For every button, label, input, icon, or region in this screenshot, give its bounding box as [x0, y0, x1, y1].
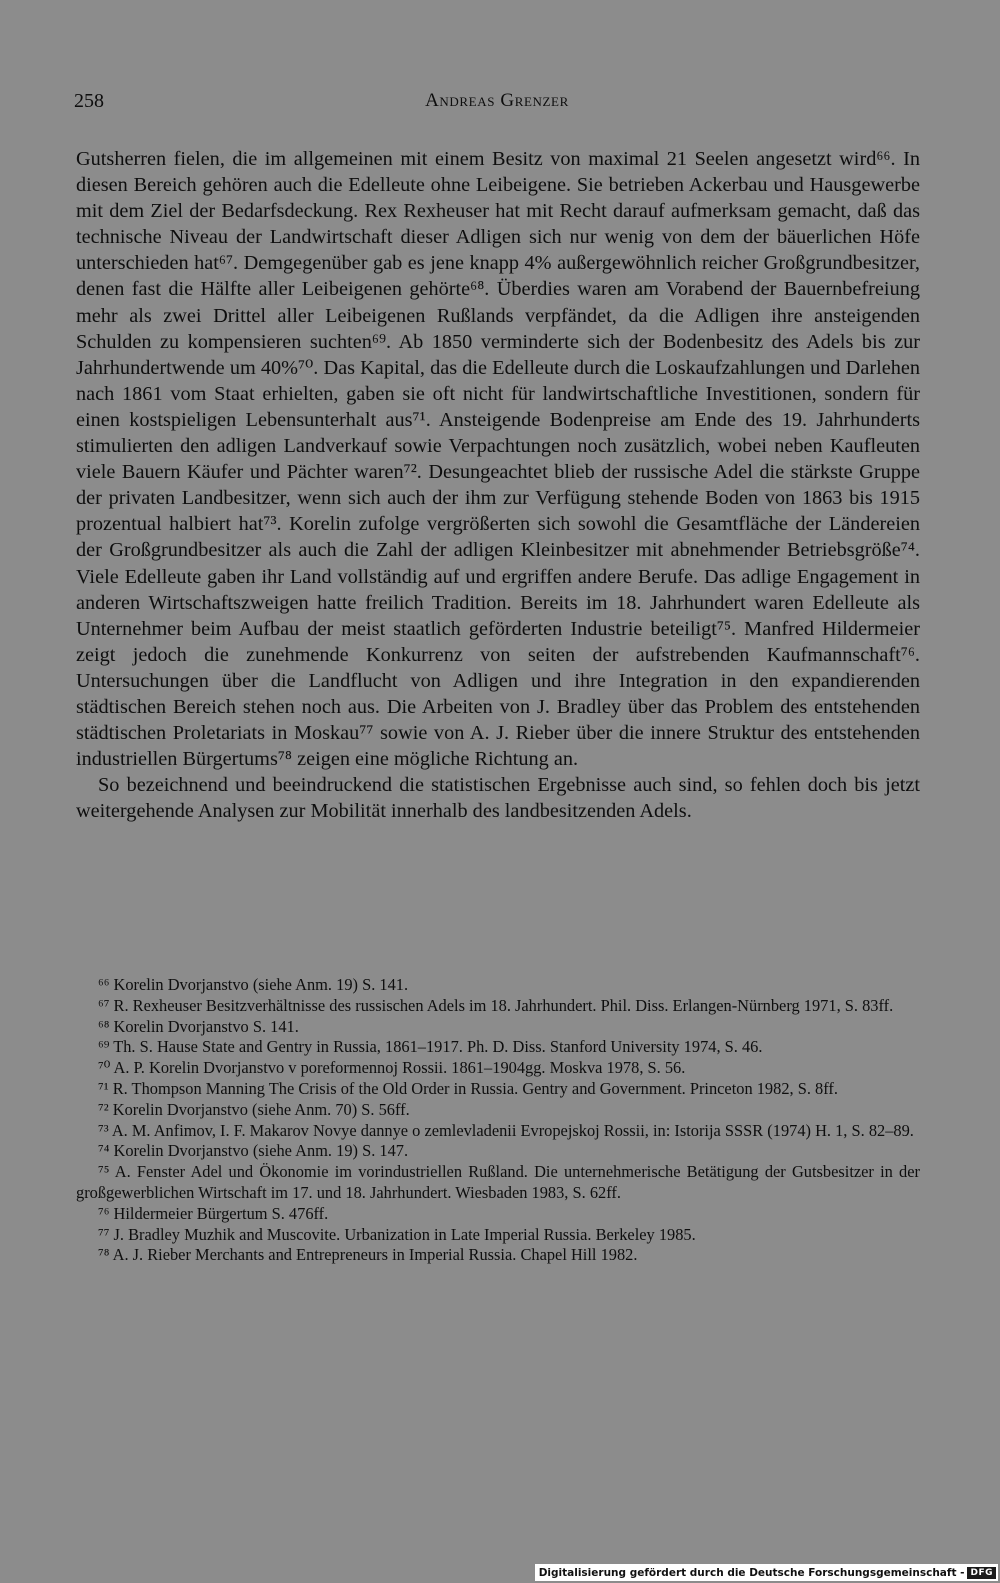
footnote: ⁷⁶ Hildermeier Bürgertum S. 476ff. [98, 1203, 329, 1223]
footnote: ⁷⁰ A. P. Korelin Dvorjanstvo v poreformennoj Rossii. 1861–1904gg. Moskva 1978, S. 56. [98, 1058, 686, 1078]
footnote: ⁶⁶ Korelin Dvorjanstvo (siehe Anm. 19) S. 141. [98, 975, 409, 994]
main-text [76, 146, 920, 824]
footnote: ⁷³ A. M. Anfimov, I. F. Makarov Novye dannye o zemlevladenii Evropejskoj Rossii, in: Istorija SSSR (1974) H. 1, S. 82–89. [98, 1120, 914, 1140]
footnotes [76, 975, 920, 1266]
paragraph: So bezeichnend und beeindruckend die statistischen Ergebnisse auch sind, so fehlen doch bis jetzt weitergehende Analysen zur Mobilität innerhalb des landbesitzenden Adels. [76, 774, 920, 823]
footnote: ⁶⁸ Korelin Dvorjanstvo S. 141. [98, 1016, 299, 1036]
footnote: ⁷² Korelin Dvorjanstvo (siehe Anm. 70) S. 56ff. [98, 1099, 410, 1119]
footnote: ⁷⁵ A. Fenster Adel und Ökonomie im vorindustriellen Rußland. Die unternehmerische Betätigung der Gutsbesitzer in der großgewerblichen Wirtschaft im 17. und 18. Jahrhundert. Wiesbaden 1983, S. 62ff. [76, 1162, 920, 1202]
dfg-logo-icon: DFG [967, 1567, 996, 1579]
page-number: 258 [74, 90, 104, 112]
footnote: ⁷⁴ Korelin Dvorjanstvo (siehe Anm. 19) S. 147. [98, 1141, 409, 1161]
footnote: ⁶⁹ Th. S. Hause State and Gentry in Russia, 1861–1917. Ph. D. Diss. Stanford University 1974, S. 46. [98, 1037, 763, 1057]
footnote: ⁷⁷ J. Bradley Muzhik and Muscovite. Urbanization in Late Imperial Russia. Berkeley 1985. [98, 1224, 696, 1244]
footnote: ⁷⁸ A. J. Rieber Merchants and Entrepreneurs in Imperial Russia. Chapel Hill 1982. [98, 1245, 638, 1265]
funding-footer [535, 1564, 998, 1581]
page-header [74, 90, 920, 116]
footnote: ⁷¹ R. Thompson Manning The Crisis of the Old Order in Russia. Gentry and Government. Princeton 1982, S. 8ff. [98, 1078, 838, 1098]
paragraph: Gutsherren fielen, die im allgemeinen mit einem Besitz von maximal 21 Seelen angesetzt wird⁶⁶. In diesen Bereich gehören auch die Edelleute ohne Leibeigene. Sie betrieben Ackerbau und Hausgewerbe mit dem Ziel der Bedarfsdeckung. Rex Rexheuser hat mit Recht darauf aufmerksam gemacht, daß das technische Niveau der Landwirtschaft dieser Adligen sich nur wenig von dem der bäuerlichen Höfe unterschieden hat⁶⁷. Demgegenüber gab es jene knapp 4% außergewöhnlich reicher Großgrundbesitzer, denen fast die Hälfte aller Leibeigenen gehörte⁶⁸. Überdies waren am Vorabend der Bauernbefreiung mehr als zwei Drittel aller Leibeigenen Rußlands verpfändet, da die Adligen ihre ansteigenden Schulden zu kompensieren suchten⁶⁹. Ab 1850 verminderte sich der Bodenbesitz des Adels bis zur Jahrhundertwende um 40%⁷⁰. Das Kapital, das die Edelleute durch die Loskaufzahlungen und Darlehen nach 1861 vom Staat erhielten, gaben sie oft nicht für landwirtschaftliche Investitionen, sondern für einen kostspieligen Lebensunterhalt aus⁷¹. Ansteigende Bodenpreise am Ende des 19. Jahrhunderts stimulierten den adligen Landverkauf sowie Verpachtungen noch zusätzlich, wobei neben Kaufleuten viele Bauern Käufer und Pächter waren⁷². Desungeachtet blieb der russische Adel die stärkste Gruppe der privaten Landbesitzer, wenn sich auch der ihm zur Verfügung stehende Boden von 1863 bis 1915 prozentual halbiert hat⁷³. Korelin zufolge vergrößerten sich sowohl die Gesamtfläche der Ländereien der Großgrundbesitzer als auch die Zahl der adligen Kleinbesitzer mit abnehmender Betriebsgröße⁷⁴. Viele Edelleute gaben ihr Land vollständig auf und ergriffen andere Berufe. Das adlige Engagement in anderen Wirtschaftszweigen hatte freilich Tradition. Bereits im 18. Jahrhundert waren Edelleute als Unternehmer beim Aufbau der meist staatlich geförderten Industrie beteiligt⁷⁵. Manfred Hildermeier zeigt jedoch die zunehmende Konkurrenz von seiten der aufstrebenden Kaufmannschaft⁷⁶. Untersuchungen über die Landflucht von Adligen und ihre Integration in den expandierenden städtischen Bereich stehen noch aus. Die Arbeiten von J. Bradley über das Problem des entstehenden städtischen Proletariats in Moskau⁷⁷ sowie von A. J. Rieber über die innere Struktur des entstehenden industriellen Bürgertums⁷⁸ zeigen eine mögliche Richtung an. [76, 148, 920, 771]
footnote: ⁶⁷ R. Rexheuser Besitzverhältnisse des russischen Adels im 18. Jahrhundert. Phil. Diss. Erlangen-Nürnberg 1971, S. 83ff. [98, 995, 894, 1015]
funding-note: Digitalisierung gefördert durch die Deutsche Forschungsgemeinschaft - [538, 1566, 965, 1579]
running-head: Andreas Grenzer [425, 90, 569, 111]
